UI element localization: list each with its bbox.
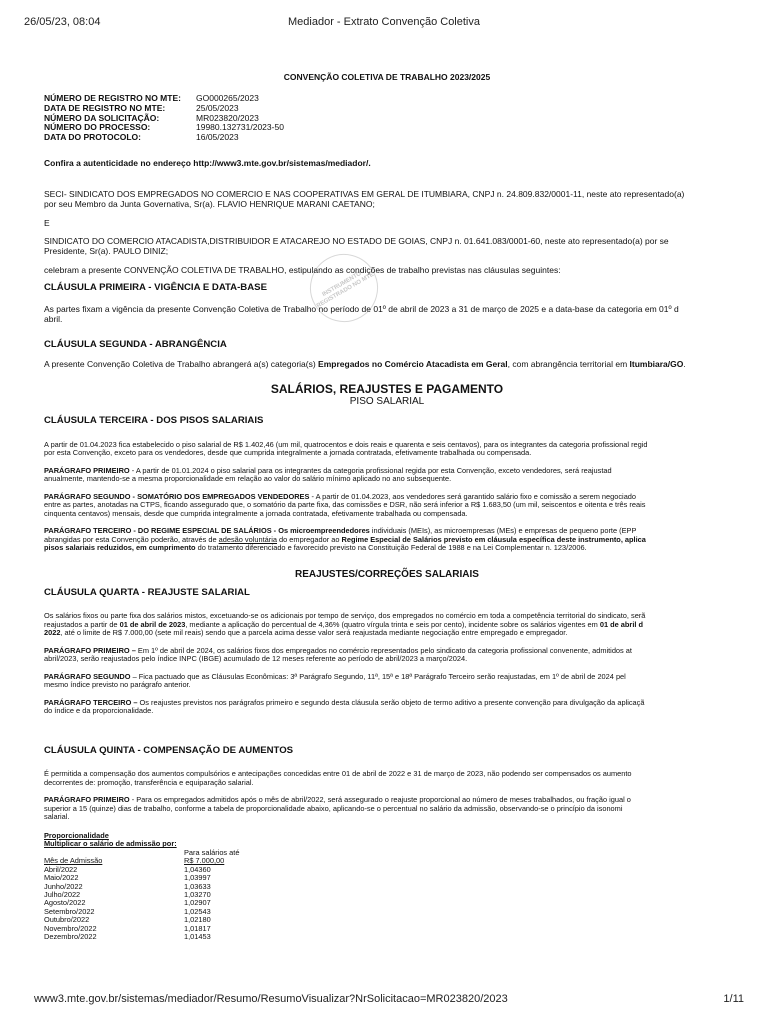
paragraph-line: abrangidas por esta Convenção poderão, através de: [44, 534, 219, 544]
clause-5-line: É permitida a compensação dos aumentos compulsórios e antecipações concedidas entre 01 de abril de 2022 e 31 de março de 2023, não podendo ser compensados os aumento: [44, 769, 632, 779]
paragraph-bold: Regime Especial de Salários previsto em cláusula específica deste instrumento, aplica: [341, 534, 646, 544]
cell-month: Novembro/2022: [44, 923, 97, 933]
table-row: [44, 933, 239, 941]
print-datetime: 26/05/23, 08:04: [24, 16, 101, 28]
cell-factor: 1,02180: [184, 915, 211, 925]
paragraph-heading: PARÁGRAFO PRIMEIRO: [44, 465, 130, 475]
clause-1-line: As partes fixam a vigência da presente Convenção Coletiva de Trabalho no período de 01º de abril de 2023 a 31 de março de 2025 e a data-base da categoria em 01º d: [44, 303, 679, 314]
clause-3-paragraph-2: [44, 493, 730, 519]
paragraph-line: superior a 15 (quinze) dias de trabalho, conforme a tabela de proporcionalidade abaixo, aplicando-se o percentual no salário da admissão, observando-se o princípio da isonomi: [44, 803, 623, 813]
party-employees: [44, 189, 730, 210]
paragraph-line: entre as partes, anotadas na CTPS, ficando assegurado que, o somatório da parte fixa, das comissões e DSR, não será inferior a R$ 1.683,50 (um mil, seiscentos e oitenta e três reais: [44, 500, 646, 510]
clause-2-part: A presente Convenção Coletiva de Trabalho abrangerá a(s) categoria(s): [44, 358, 319, 369]
registry-value: MR023820/2023: [196, 112, 259, 123]
registry-info: [44, 94, 730, 142]
registry-key: NÚMERO DE REGISTRO NO MTE:: [44, 93, 181, 104]
registry-key: NÚMERO DA SOLICITAÇÃO:: [44, 112, 160, 123]
registry-value: GO000265/2023: [196, 93, 259, 104]
proportionality-title: Proporcionalidade: [44, 830, 109, 840]
proportionality-subtitle: Multiplicar o salário de admissão por:: [44, 839, 177, 849]
cell-factor: 1,03270: [184, 889, 211, 899]
paragraph-heading: PARÁGRAFO TERCEIRO –: [44, 697, 138, 707]
print-page-title: Mediador - Extrato Convenção Coletiva: [288, 16, 480, 28]
paragraph-line: abril/2023, serão reajustados pelo índice INPC (IBGE) acumulado de 12 meses referente ao período de abril/2023 a março/2024.: [44, 654, 468, 664]
cell-factor: 1,03997: [184, 873, 211, 883]
cell-factor: 1,04360: [184, 864, 211, 874]
clause-2-text: [44, 359, 730, 369]
clause-1-title: CLÁUSULA PRIMEIRA - VIGÊNCIA E DATA-BASE: [44, 282, 267, 294]
proportionality-block: [44, 832, 730, 941]
paragraph-line: mesmo índice previsto no parágrafo anterior.: [44, 680, 191, 690]
paragraph-line: Os reajustes previstos nos parágrafos primeiro e segundo desta cláusula serão objeto de termo aditivo a presente convenção para divulgação da aplicaçã: [137, 697, 645, 707]
clause-4-line: Os salários fixos ou parte fixa dos salários mistos, excetuando-se os adicionais por tempo de serviço, dos empregados no comércio em toda a competência territorial do sindicato, serã: [44, 611, 646, 621]
registry-key: DATA DE REGISTRO NO MTE:: [44, 103, 166, 113]
cell-month: Agosto/2022: [44, 898, 86, 908]
paragraph-heading: PARÁGRAFO SEGUNDO: [44, 671, 131, 681]
clause-4-bold: 01 de abril de 2023: [119, 619, 186, 629]
registry-value: 19980.132731/2023-50: [196, 122, 284, 133]
cell-factor: 1,01453: [184, 931, 211, 941]
paragraph-underlined: adesão voluntária: [218, 534, 277, 544]
cell-month: Maio/2022: [44, 873, 79, 883]
party-employees-line: por seu Membro da Junta Governativa, Sr(a). FLAVIO HENRIQUE MARANI CAETANO;: [44, 199, 375, 210]
paragraph-line: salarial.: [44, 812, 70, 822]
clause-2-territory: Itumbiara/GO: [629, 358, 684, 369]
paragraph-line: Em 1º de abril de 2024, os salários fixos dos empregados no comércio representados pelo sindicato da categoria profissional convenente, admitidos at: [135, 645, 632, 655]
clause-2-part: .: [683, 358, 686, 369]
clause-4-paragraph-2: [44, 673, 730, 690]
column-header-line: R$ 7.000,00: [184, 856, 225, 866]
clause-5-text: [44, 770, 730, 787]
paragraph-heading: PARÁGRAFO PRIMEIRO –: [44, 645, 136, 655]
cell-month: Abril/2022: [44, 864, 78, 874]
clause-4-title: CLÁUSULA QUARTA - REAJUSTE SALARIAL: [44, 587, 250, 599]
cell-month: Outubro/2022: [44, 915, 90, 925]
cell-month: Setembro/2022: [44, 906, 95, 916]
clause-3-paragraph-3: [44, 527, 730, 553]
table-header-row: [44, 849, 239, 866]
clause-4-bold: 01 de abril d: [599, 619, 643, 629]
cell-factor: 1,03633: [184, 881, 211, 891]
cell-month: Dezembro/2022: [44, 931, 97, 941]
section-title-salarios: SALÁRIOS, REAJUSTES E PAGAMENTO: [270, 382, 504, 397]
clause-3-line: por esta Convenção, exceto para os vendedores, desde que cumprida integralmente a jornada contratada, efetivamente trabalhada ou compensada.: [44, 448, 532, 458]
section-title-reajustes: REAJUSTES/CORREÇÕES SALARIAIS: [295, 568, 479, 580]
clause-4-text: [44, 612, 730, 638]
paragraph-line: – Fica pactuado que as Cláusulas Econômicas: 3ª Parágrafo Segundo, 11ª, 15ª e 18ª Parágrafo Terceiro serão reajustadas, em 1º de abril de 2024 pel: [130, 671, 626, 681]
print-page-number: 1/11: [723, 993, 744, 1005]
paragraph-line: do tratamento diferenciado e favorecido previsto na Constituição Federal de 1988 e na Lei Complementar n. 123/2006.: [195, 543, 587, 553]
paragraph-heading: PARÁGRAFO TERCEIRO - DO REGIME ESPECIAL DE SALÁRIOS - Os microempreendedores: [44, 526, 370, 536]
clause-1-line: abril.: [44, 314, 63, 325]
section-subtitle-piso: PISO SALARIAL: [349, 396, 425, 408]
cell-month: Junho/2022: [44, 881, 83, 891]
document-title: CONVENÇÃO COLETIVA DE TRABALHO 2023/2025: [283, 72, 491, 82]
registry-value: 25/05/2023: [196, 103, 239, 113]
clause-5-title: CLÁUSULA QUINTA - COMPENSAÇÃO DE AUMENTOS: [44, 744, 294, 756]
proportionality-table: [44, 849, 239, 941]
clause-3-line: A partir de 01.04.2023 fica estabelecido o piso salarial de R$ 1.402,46 (um mil, quatrocentos e dois reais e quarenta e seis centavos), para os integrantes da categoria profissional regid: [44, 439, 648, 449]
registered-stamp: INSTRUMENTO REGISTRADO NO MTE: [298, 242, 391, 335]
clause-4-paragraph-1: [44, 647, 730, 664]
print-url: www3.mte.gov.br/sistemas/mediador/Resumo/ResumoVisualizar?NrSolicitacao=MR023820/2023: [34, 993, 508, 1005]
document-body: [44, 70, 730, 990]
clause-4-line: , até o limite de R$ 7.000,00 (sete mil reais) sendo que a parcela acima desse valor será reajustada mediante negociação entre empregado e empregador.: [60, 628, 568, 638]
paragraph-bold: pisos salariais reduzidos, em cumprimento: [44, 543, 196, 553]
party-employers: [44, 236, 730, 257]
clause-5-line: decorrentes de: promoção, transferência e equiparação salarial.: [44, 777, 254, 787]
clause-4-line: reajustados a partir de: [44, 619, 120, 629]
clause-2-part: , com abrangência territorial em: [507, 358, 630, 369]
clause-3-title: CLÁUSULA TERCEIRA - DOS PISOS SALARIAIS: [44, 415, 264, 427]
registry-key: DATA DO PROTOCOLO:: [44, 131, 141, 142]
conjunction-e: E: [44, 217, 50, 228]
clause-5-paragraph-1: [44, 796, 730, 822]
registry-key: NÚMERO DO PROCESSO:: [44, 122, 151, 133]
cell-factor: 1,02907: [184, 898, 211, 908]
paragraph-line: - A partir de 01.01.2024 o piso salarial para os integrantes da categoria profissional regida por esta Convenção, exceto vendedores, será reajustad: [129, 465, 612, 475]
party-employers-line: Presidente, Sr(a). PAULO DINIZ;: [44, 246, 169, 257]
party-employees-line: SECI- SINDICATO DOS EMPREGADOS NO COMERCIO E NAS COOPERATIVAS EM GERAL DE ITUMBIARA, CNPJ n. 24.809.832/0001-11, neste ato representado(a): [44, 188, 685, 199]
authenticity-note: Confira a autenticidade no endereço http://www3.mte.gov.br/sistemas/mediador/.: [44, 158, 371, 169]
column-header: [184, 849, 239, 866]
cell-month: Julho/2022: [44, 889, 81, 899]
paragraph-heading: PARÁGRAFO PRIMEIRO: [44, 795, 130, 805]
paragraph-line: do empregador ao: [276, 534, 342, 544]
paragraph-heading: PARÁGRAFO SEGUNDO - SOMATÓRIO DOS EMPREGADOS VENDEDORES: [44, 491, 310, 501]
clause-4-bold: 2022: [44, 628, 61, 638]
clause-4-line: , mediante a aplicação do percentual de 4,36% (quatro vírgula trinta e seis por cento), incidente sobre os salários vigentes em: [185, 619, 600, 629]
celebration-text: celebram a presente CONVENÇÃO COLETIVA DE TRABALHO, estipulando as condições de trabalho previstas nas cláusulas seguintes:: [44, 264, 561, 275]
paragraph-line: cinquenta centavos) mensais, desde que cumprida integralmente a jornada contratada, efetivamente trabalhada ou compensada.: [44, 508, 468, 518]
paragraph-line: - A partir de 01.04.2023, aos vendedores será garantido salário fixo e comissão a serem negociado: [309, 491, 637, 501]
column-header: Mês de Admissão: [44, 856, 103, 866]
clause-2-category: Empregados no Comércio Atacadista em Geral: [318, 358, 508, 369]
column-header-line: Para salários até: [184, 847, 240, 857]
clause-3-text: [44, 441, 730, 458]
party-employers-line: SINDICATO DO COMERCIO ATACADISTA,DISTRIBUIDOR E ATACAREJO NO ESTADO DE GOIAS, CNPJ n. 01.641.083/0001-60, neste ato representado(a) por se: [44, 236, 669, 246]
clause-4-paragraph-3: [44, 699, 730, 716]
paragraph-line: anualmente, mantendo-se a mesma proporcionalidade em relação ao valor do salário mínimo aplicado no ano subsequente.: [44, 474, 452, 484]
clause-2-title: CLÁUSULA SEGUNDA - ABRANGÊNCIA: [44, 339, 227, 351]
clause-1-text: [44, 304, 730, 325]
cell-factor: 1,01817: [184, 923, 211, 933]
paragraph-line: individuais (MEIs), as microempresas (MEs) e empresas de pequeno porte (EPP: [369, 526, 637, 536]
registry-value: 16/05/2023: [196, 131, 239, 142]
paragraph-line: do índice e da proporcionalidade.: [44, 706, 154, 716]
paragraph-line: - Para os empregados admitidos após o mês de abril/2022, será assegurado o reajuste proporcional ao número de meses trabalhados, ou fração igual o: [129, 795, 631, 805]
clause-3-paragraph-1: [44, 467, 730, 484]
cell-factor: 1,02543: [184, 906, 211, 916]
